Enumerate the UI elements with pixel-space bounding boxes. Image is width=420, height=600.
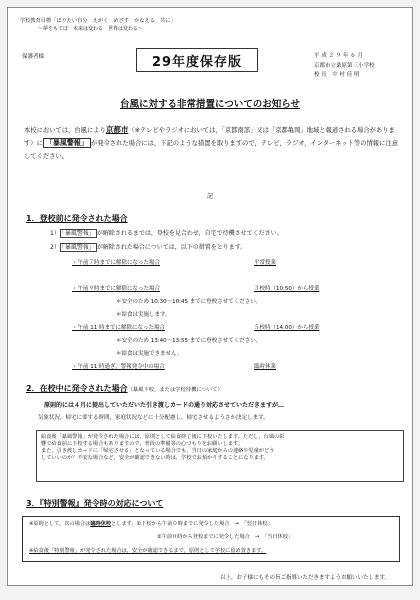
note-row-3: ＊給食は実施します。 <box>116 312 171 318</box>
section1-item1: 1） 「暴風警報」 が解除されるまでは，登校を見合わせ，自宅で待機させてください。 <box>50 230 283 237</box>
sec3-line1: ※原則として，次の場合は臨時休校とします。①下校から午前０時までに発令した場合 → 「翌日休校」 <box>29 521 273 527</box>
condition-row-4: ・午前 11 時までに解除になった場合 <box>72 325 165 331</box>
box-line-1: 給食後「暴風警報」が発令された場合には，原則として給食終了後に下校いたします。ただし，台風の影 <box>41 434 285 440</box>
condition-row-2: ・午前９時までに解除になった場合 <box>72 286 161 292</box>
intro-text-1: 本校においては，台風により <box>24 127 106 134</box>
section1-item2: 2） 「暴風警報」 が解除された場合については，以下の措置をとります。 <box>50 244 247 251</box>
note-row-2: ＊安全のため 10:30〜10:45 までに登校させてください。 <box>116 299 262 305</box>
section1-heading: 1．登校前に発令された場合 <box>26 214 128 223</box>
section2-heading-note: （暴風下校，または学校待機について） <box>127 387 223 393</box>
box-line-4: していいのか？不安な場合など，安全が確認できない時は，学校でお預かりすることになります。 <box>41 455 269 462</box>
principal-name: 校 長 中 村 佳 明 <box>314 72 360 79</box>
sec3-line2: ②午前０時から登校までに発令した場合 → 「当日休校」 <box>157 534 294 540</box>
result-row-6: 臨時休業 <box>254 364 277 370</box>
result-row-1: 平常授業 <box>254 260 277 266</box>
lunch-rule-box <box>36 430 404 482</box>
closing-remark: 以上，お子様にもその旨ご指導いただきますようお願いいたします。 <box>219 575 390 581</box>
school-motto: 学校教育目標「ほりたい自分 えがく めざす かなえる 共に」 <box>20 18 176 24</box>
school-motto-sub: 〜夢をもてば 未来は変わる 世界は変わる〜 <box>38 26 144 32</box>
result-row-4: ５校時（14:00）から授業 <box>254 325 320 331</box>
intro-text-2: （※テレビやラジオにおいては，「京都南部」又は「京都亀岡」地域と報道される場合があります）に <box>24 127 395 148</box>
section3-heading: 3．『特別警報』発令時の対応について <box>26 499 164 508</box>
sec3-line3: ※給食後「特別警報」が発令された場合は，安全が確認できるまで，原則として学校に留め置きます。 <box>29 548 267 554</box>
box-line-2: 響で給食前に下校する場合もありますので，普段の準備等の心づもりをお願いします。 <box>41 441 243 448</box>
condition-row-6: ・午前 11 時過ぎ，警報発令中の場合 <box>72 364 165 370</box>
preservation-badge: 29年度保存版 <box>136 48 258 72</box>
issue-date: 平 成 ２ ９ 年 ６ 月 <box>314 53 363 59</box>
section2-line1: 原則的には４月に提出していただいた引き渡しカードの通り対応させていただきますが… <box>44 402 285 409</box>
result-row-2: ３校時（10:50）から授業 <box>254 286 320 292</box>
ki-mark: 記 <box>206 193 213 200</box>
special-warning-box <box>22 516 400 562</box>
box-line-3: また，引き渡しカードに「帰宅させる」となっている場合でも，当日の家庭からの連絡や児童がどう <box>41 448 275 455</box>
section2-line2: 気象状況，帰宅に要する時間，家庭状況などに十分配慮し，帰宅させるようさか決定します。 <box>38 415 269 421</box>
recipient: 保護者様 <box>22 54 45 60</box>
intro-paragraph <box>24 123 402 163</box>
notice-page <box>7 7 413 586</box>
note-row-4: ＊安全のため 13:40〜13:55 までに登校させてください。 <box>116 338 262 344</box>
note-row-5: ＊給食は実施できません。 <box>116 351 183 357</box>
sender-block <box>314 52 375 81</box>
school-name: 京都市立桑原第三小学校 <box>314 62 375 69</box>
kyoto-city: 京都市 <box>105 125 129 134</box>
intro-text-3: が発令された場合には，下記のような措置を取りますので，テレビ，ラジオ，インターネット等の情報に注意してください。 <box>24 140 398 160</box>
storm-warning-label: 「暴風警報」 <box>43 138 91 148</box>
section2-heading: 2．在校中に発令された場合（暴風下校，または学校待機について） <box>26 384 223 393</box>
notice-title: 台風に対する非常措置についてのお知らせ <box>119 99 301 110</box>
condition-row-1: ・午前７時までに解除になった場合 <box>72 260 161 266</box>
